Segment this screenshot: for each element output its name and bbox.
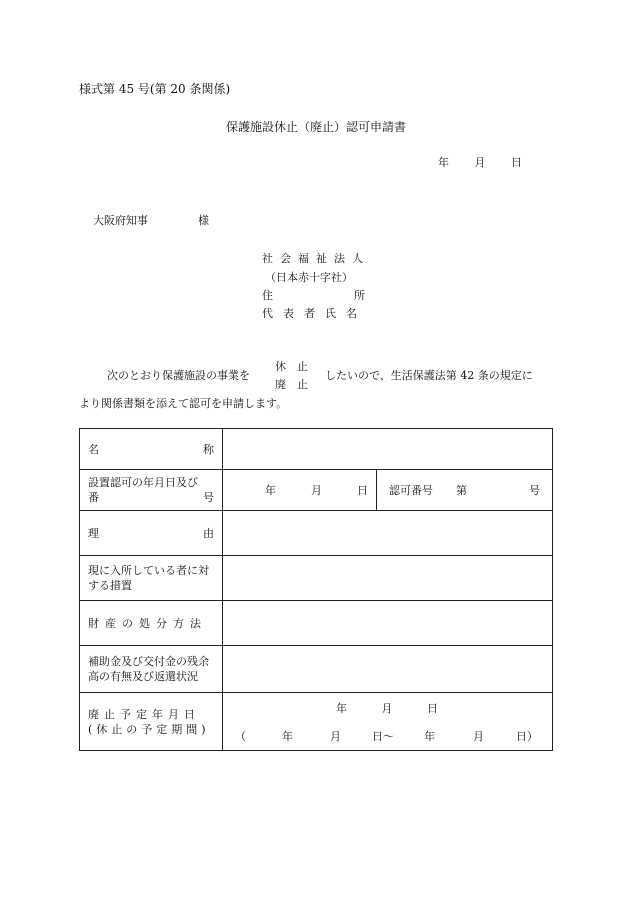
corp-name: （日本赤十字社） xyxy=(265,271,353,284)
table-row-measures xyxy=(80,556,553,601)
planned-period-line: （ 年 月 日〜 年 月 日） xyxy=(235,729,538,743)
table-row-property xyxy=(80,601,553,646)
value-approval-date[interactable]: 年 月 日 xyxy=(223,470,377,511)
planned-date-line: 年 月 日 xyxy=(336,701,438,715)
label-measures: 現に入所している者に対 する措置 xyxy=(80,556,223,601)
date-month: 月 xyxy=(474,156,486,169)
addressee-honorific: 様 xyxy=(198,214,209,227)
value-name[interactable] xyxy=(223,429,553,470)
choice-abolish: 廃 止 xyxy=(275,378,308,391)
addressee-name: 大阪府知事 xyxy=(93,214,148,227)
corp-label: 社会福祉法人 xyxy=(262,252,370,265)
label-reason: 理 由 xyxy=(80,511,223,556)
table-row-subsidy xyxy=(80,646,553,693)
table-row-planned-date xyxy=(80,693,553,751)
value-permit-number[interactable]: 認可番号 第 号 xyxy=(377,470,553,511)
value-measures[interactable] xyxy=(223,556,553,601)
body-text-post: したいので、生活保護法第 42 条の規定に xyxy=(325,369,533,382)
label-name: 名 称 xyxy=(80,429,223,470)
value-property[interactable] xyxy=(223,601,553,646)
representative-label: 代表者氏名 xyxy=(262,307,367,320)
value-planned-date[interactable] xyxy=(223,693,553,751)
value-reason[interactable] xyxy=(223,511,553,556)
label-subsidy: 補助金及び交付金の残余 高の有無及び返還状況 xyxy=(80,646,223,693)
value-subsidy[interactable] xyxy=(223,646,553,693)
address-label: 住 所 xyxy=(262,289,365,302)
label-planned-date: 廃止予定年月日 (休止の予定期間) xyxy=(80,693,223,751)
date-day: 日 xyxy=(511,156,522,169)
document-title: 保護施設休止（廃止）認可申請書 xyxy=(226,120,407,134)
table-row-reason xyxy=(80,511,553,556)
application-form-table xyxy=(79,428,553,751)
date-year: 年 xyxy=(438,156,449,169)
choice-suspend: 休 止 xyxy=(275,360,308,373)
body-text-pre: 次のとおり保護施設の事業を xyxy=(107,369,250,382)
table-row-name xyxy=(80,429,553,470)
date-line xyxy=(438,154,522,170)
label-property: 財産の処分方法 xyxy=(80,601,223,646)
label-approval-date: 設置認可の年月日及び 番 号 xyxy=(80,470,223,511)
form-number: 様式第 45 号(第 20 条関係) xyxy=(79,82,231,96)
body-text-line2: より関係書類を添えて認可を申請します。 xyxy=(79,397,288,410)
table-row-approval-date xyxy=(80,470,553,511)
